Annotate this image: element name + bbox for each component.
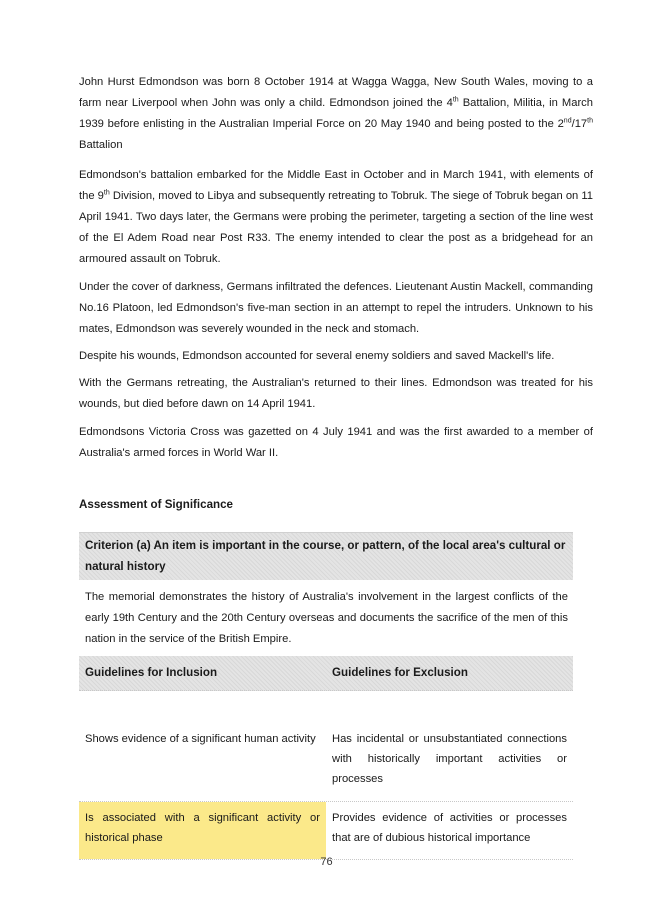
table-row xyxy=(79,691,573,802)
guidelines-table xyxy=(79,656,573,860)
paragraph-victoria-cross: Edmondsons Victoria Cross was gazetted on 4 July 1941 and was the first awarded to a member of Australia's armed forces in World War II. xyxy=(79,426,593,459)
criterion-a-description: The memorial demonstrates the history of Australia's involvement in the largest conflicts of the early 19th Century and the 20th Century overseas and documents the sacrifice of the men of this nation in the service of the British Empire. xyxy=(85,591,568,645)
exclusion-cell: Provides evidence of activities or processes that are of dubious historical importance xyxy=(332,812,567,844)
paragraph-wounds: Despite his wounds, Edmondson accounted for several enemy soldiers and saved Mackell's life. xyxy=(79,350,555,362)
header-exclusion: Guidelines for Exclusion xyxy=(332,666,468,679)
paragraph-retreat: With the Germans retreating, the Australian's returned to their lines. Edmondson was treated for his wounds, but died before dawn on 14 April 1941. xyxy=(79,377,593,410)
assessment-heading: Assessment of Significance xyxy=(79,498,233,511)
paragraph-darkness: Under the cover of darkness, Germans infiltrated the defences. Lieutenant Austin Mackell, commanding No.16 Platoon, led Edmondson's five-man section in an attempt to repel the intruders. Unknown to his mates, Edmondson was severely wounded in the neck and stomach. xyxy=(79,281,593,335)
paragraph-birth: John Hurst Edmondson was born 8 October 1914 at Wagga Wagga, New South Wales, moving to a farm near Liverpool when John was only a child. Edmondson joined the 4th Battalion, Militia, in March 1939 before enlisting in the Australian Imperial Force on 20 May 1940 and being posted to the 2nd/17th Battalion xyxy=(79,76,593,151)
inclusion-cell: Shows evidence of a significant human activity xyxy=(85,733,316,745)
header-inclusion: Guidelines for Inclusion xyxy=(85,666,218,679)
guidelines-header-row xyxy=(79,656,573,691)
inclusion-cell-highlighted: Is associated with a significant activity or historical phase xyxy=(79,802,326,859)
criterion-a-title: Criterion (a) An item is important in the course, or pattern, of the local area's cultural or natural history xyxy=(85,539,566,573)
paragraph-battalion: Edmondson's battalion embarked for the Middle East in October and in March 1941, with elements of the 9th Division, moved to Libya and subsequently retreating to Tobruk. The siege of Tobruk began on 11 April 1941. Two days later, the Germans were probing the perimeter, targeting a section of the line west of the El Adem Road near Post R33. The enemy intended to clear the post as a bridgehead for an armoured assault on Tobruk. xyxy=(79,169,593,265)
page-number: 76 xyxy=(320,856,333,868)
table-row xyxy=(79,802,573,860)
criterion-a-box xyxy=(79,532,573,580)
exclusion-cell: Has incidental or unsubstantiated connections with historically important activities or processes xyxy=(332,733,567,785)
